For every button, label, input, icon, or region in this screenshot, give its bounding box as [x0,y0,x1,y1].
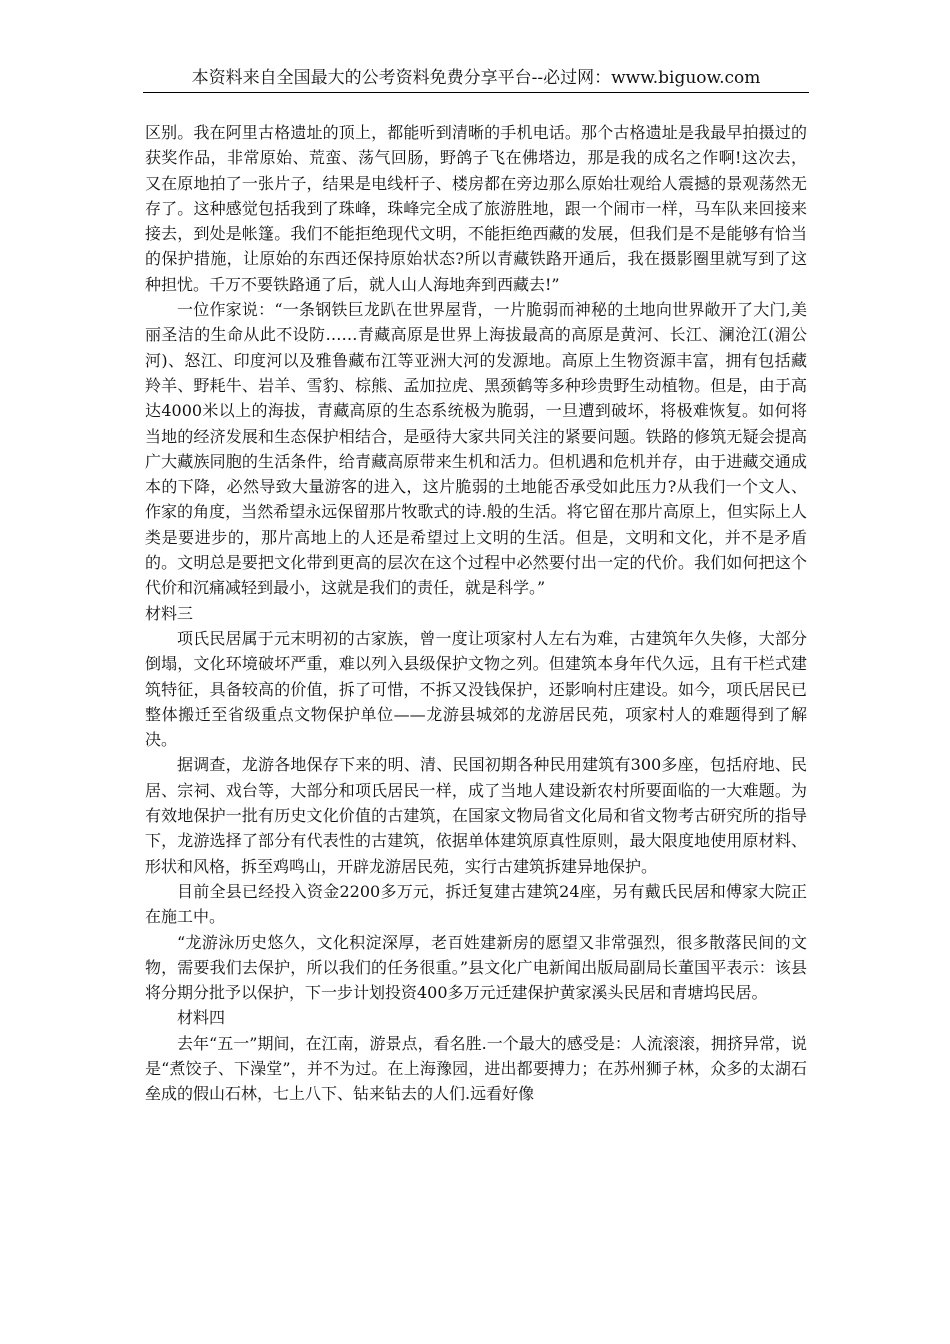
paragraph-official-quote: “龙游泳历史悠久，文化积淀深厚，老百姓建新房的愿望又非常强烈，很多散落民间的文物，需要我们去保护，所以我们的任务很重。”县文化广电新闻出版局副局长董国平表示：该县将分期分批予以保护，下一步计划投资400多万元迁建保护黄家溪头民居和青塘坞民居。 [145,932,807,1003]
section-heading-material-three: 材料三 [145,603,194,623]
page-header: 本资料来自全国最大的公考资料免费分享平台--必过网：www.biguow.com [143,64,809,93]
section-heading-material-four: 材料四 [177,1008,226,1028]
paragraph-xiang-residence: 项氏民居属于元末明初的古家族，曾一度让项家村人左右为难，古建筑年久失修，大部分倒塌，文化环境破坏严重，难以列入县级保护文物之列。但建筑本身年代久远，且有干栏式建筑特征，具备较高的价值，拆了可惜，不拆又没钱保护，还影响村庄建设。如今，项氏居民已整体搬迁至省级重点文物保护单位——龙游县城郊的龙游居民苑，项家村人的难题得到了解决。 [145,628,807,750]
paragraph-investment: 目前全县已经投入资金2200多万元，拆迁复建古建筑24座，另有戴氏民居和傅家大院正在施工中。 [145,881,807,927]
paragraph-writer-quote: 一位作家说：“一条钢铁巨龙趴在世界屋背，一片脆弱而神秘的土地向世界敞开了大门,美丽圣洁的生命从此不设防……青藏高原是世界上海拔最高的高原是黄河、长江、澜沧江(湄公河)、怒江、印度河以及雅鲁藏布江等亚洲大河的发源地。高原上生物资源丰富，拥有包括藏羚羊、野耗牛、岩羊、雪豹、棕熊、孟加拉虎、黑颈鹤等多种珍贵野生动植物。但是，由于高达4000米以上的海拔，青藏高原的生态系统极为脆弱，一旦遭到破坏，将极难恢复。如何将当地的经济发展和生态保护相结合，是亟待大家共同关注的紧要问题。铁路的修筑无疑会提高广大藏族同胞的生活条件，给青藏高原带来生机和活力。但机遇和危机并存，由于进藏交通成本的下降，必然导致大量游客的进入，这片脆弱的土地能否承受如此压力?从我们一个文人、作家的角度，当然希望永远保留那片牧歌式的诗.般的生活。将它留在那片高原上，但实际上人类是要进步的，那片高地上的人还是希望过上文明的生活。但是，文明和文化，并不是矛盾的。文明总是要把文化带到更高的层次在这个过程中必然要付出一定的代价。我们如何把这个代价和沉痛减轻到最小，这就是我们的责任，就是科学。” [145,300,807,598]
paragraph-survey: 据调查，龙游各地保存下来的明、清、民国初期各种民用建筑有300多座，包括府地、民居、宗祠、戏台等，大部分和项氏居民一样，成了当地人建设新农村所要面临的一大难题。为有效地保护一批有历史文化价值的古建筑，在国家文物局省文化局和省文物考古研究所的指导下，龙游选择了部分有代表性的古建筑，依据单体建筑原真性原则，最大限度地使用原材料、形状和风格，拆至鸡鸣山，开辟龙游居民苑，实行古建筑拆建异地保护。 [145,755,807,876]
paragraph-continuation: 区别。我在阿里古格遗址的顶上，都能听到清晰的手机电话。那个古格遗址是我最早拍摄过的获奖作品，非常原始、荒蛮、荡气回肠，野鸽子飞在佛塔边，那是我的成名之作啊!这次去，又在原地拍了一张片子，结果是电线杆子、楼房都在旁边那么原始壮观给人震撼的景观荡然无存了。这种感觉包括我到了珠峰，珠峰完全成了旅游胜地，跟一个闹市一样，马车队来回接来接去，到处是帐篷。我们不能拒绝现代文明，不能拒绝西藏的发展，但我们是不是能够有恰当的保护措施，让原始的东西还保持原始状态?所以青藏铁路开通后，我在摄影圈里就写到了这种担忧。千万不要铁路通了后，就人山人海地奔到西藏去!” [145,123,807,294]
document-body [145,120,807,1107]
paragraph-may-day-travel: 去年“五一”期间，在江南，游景点，看名胜.一个最大的感受是：人流滚滚，拥挤异常，说是“煮饺子、下澡堂”，并不为过。在上海豫园，进出都要搏力；在苏州狮子林，众多的太湖石垒成的假山石林，七上八下、钻来钻去的人们.远看好像 [145,1033,807,1104]
